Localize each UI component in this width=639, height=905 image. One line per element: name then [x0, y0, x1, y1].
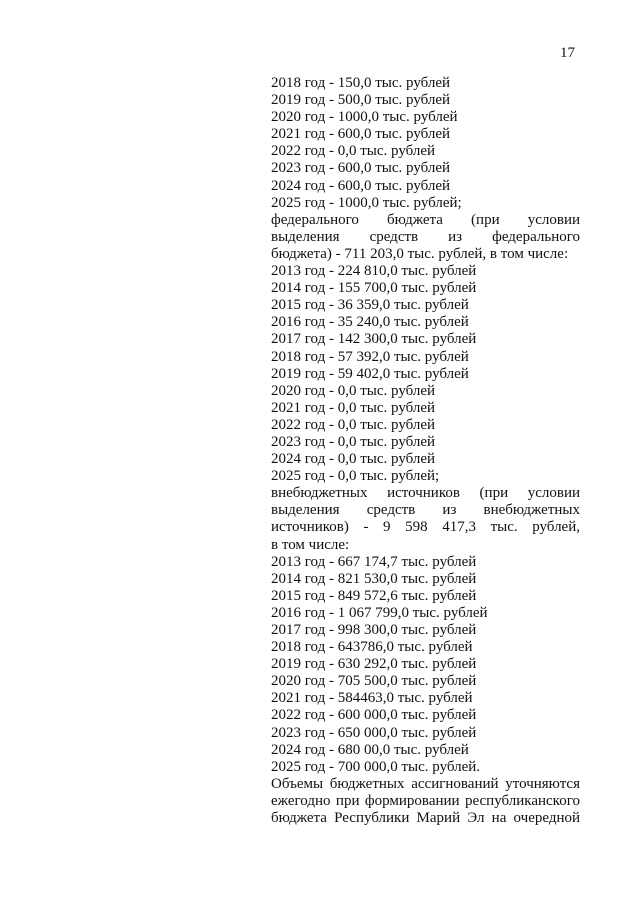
text-line: 2017 год - 142 300,0 тыс. рублей — [271, 331, 477, 348]
text-line: 2024 год - 0,0 тыс. рублей — [271, 451, 436, 468]
document-body — [271, 75, 580, 827]
text-line: федерального бюджета (при условии — [271, 211, 580, 228]
text-line: 2013 год - 224 810,0 тыс. рублей — [271, 263, 477, 280]
text-line: 2023 год - 0,0 тыс. рублей — [271, 433, 436, 450]
text-line: 2022 год - 600 000,0 тыс. рублей — [271, 707, 477, 724]
text-line: 2023 год - 600,0 тыс. рублей — [271, 160, 451, 177]
text-line: 2018 год - 150,0 тыс. рублей — [271, 75, 451, 91]
text-line: 2014 год - 821 530,0 тыс. рублей — [271, 570, 477, 587]
text-line: 2025 год - 1000,0 тыс. рублей; — [271, 194, 462, 211]
text-line: 2019 год - 500,0 тыс. рублей — [271, 92, 451, 109]
text-line: 2019 год - 59 402,0 тыс. рублей — [271, 365, 469, 382]
page-number: 17 — [560, 45, 575, 61]
text-line: 2014 год - 155 700,0 тыс. рублей — [271, 280, 477, 297]
text-line: 2015 год - 849 572,6 тыс. рублей — [271, 587, 477, 604]
text-line: 2017 год - 998 300,0 тыс. рублей — [271, 622, 477, 638]
text-line: Объемы бюджетных ассигнований уточняются — [271, 775, 580, 792]
text-line: 2023 год - 650 000,0 тыс. рублей — [271, 724, 477, 741]
text-line: 2025 год - 700 000,0 тыс. рублей. — [271, 758, 481, 775]
text-line: 2018 год - 57 392,0 тыс. рублей — [271, 348, 469, 365]
text-line: 2022 год - 0,0 тыс. рублей — [271, 143, 436, 160]
text-line: 2015 год - 36 359,0 тыс. рублей — [271, 297, 469, 314]
text-line: источников) - 9 598 417,3 тыс. рублей, — [271, 519, 580, 536]
text-line: бюджета Республики Марий Эл на очередной — [271, 810, 580, 827]
text-line: 2020 год - 705 500,0 тыс. рублей — [271, 673, 477, 690]
text-line: 2016 год - 35 240,0 тыс. рублей — [271, 314, 469, 331]
text-line: 2024 год - 600,0 тыс. рублей — [271, 177, 451, 194]
text-line: 2021 год - 0,0 тыс. рублей — [271, 399, 436, 416]
text-line: выделения средств из внебюджетных — [271, 502, 580, 519]
text-line: 2020 год - 1000,0 тыс. рублей — [271, 109, 458, 126]
text-line: 2013 год - 667 174,7 тыс. рублей — [271, 553, 477, 570]
text-line: 2025 год - 0,0 тыс. рублей; — [271, 468, 440, 485]
text-line: 2021 год - 600,0 тыс. рублей — [271, 126, 451, 143]
text-line: 2020 год - 0,0 тыс. рублей — [271, 382, 436, 399]
text-line: 2019 год - 630 292,0 тыс. рублей — [271, 656, 477, 673]
text-line: 2016 год - 1 067 799,0 тыс. рублей — [271, 604, 488, 621]
text-line: бюджета) - 711 203,0 тыс. рублей, в том числе: — [271, 245, 569, 262]
text-line: 2018 год - 643786,0 тыс. рублей — [271, 639, 473, 656]
text-line: в том числе: — [271, 536, 350, 553]
text-line: ежегодно при формировании республиканского — [271, 792, 580, 809]
text-line: внебюджетных источников (при условии — [271, 485, 580, 502]
text-line: 2022 год - 0,0 тыс. рублей — [271, 416, 436, 433]
text-line: 2024 год - 680 00,0 тыс. рублей — [271, 741, 469, 758]
text-line: 2021 год - 584463,0 тыс. рублей — [271, 690, 473, 707]
text-line: выделения средств из федерального — [271, 228, 580, 245]
